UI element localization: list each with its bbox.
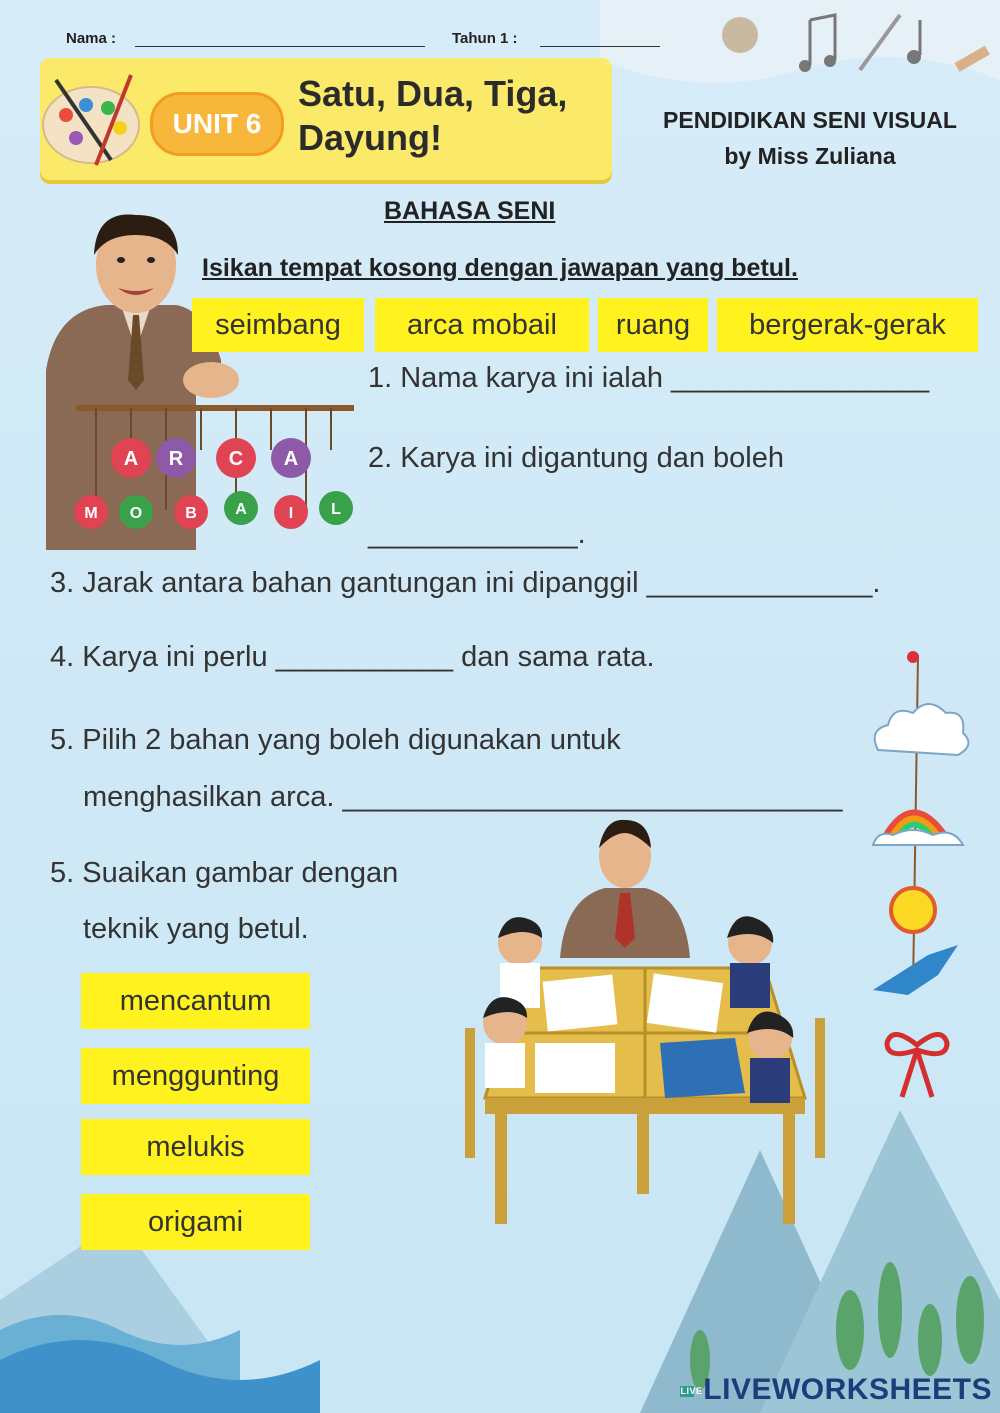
mobile-letter-bottom-6: L bbox=[331, 501, 341, 518]
mobile-letter-bottom-4: A bbox=[235, 501, 247, 518]
word-bank-bergerak-gerak[interactable]: bergerak-gerak bbox=[717, 298, 978, 352]
technique-origami[interactable]: origami bbox=[81, 1194, 310, 1250]
year-label: Tahun 1 : bbox=[452, 30, 518, 47]
instruction-text: Isikan tempat kosong dengan jawapan yang betul. bbox=[202, 254, 798, 282]
technique-melukis[interactable]: melukis bbox=[81, 1119, 310, 1175]
music-decoration-icon bbox=[600, 0, 1000, 100]
classroom-illustration bbox=[465, 818, 830, 1230]
question-4: 4. Karya ini perlu ___________ dan sama rata. bbox=[50, 641, 655, 673]
question-2-line1: 2. Karya ini digantung dan boleh bbox=[368, 442, 784, 474]
technique-mencantum[interactable]: mencantum bbox=[81, 973, 310, 1029]
hanging-mobile-decoration bbox=[868, 645, 978, 1000]
name-input-line[interactable] bbox=[135, 30, 425, 47]
year-input-line[interactable] bbox=[540, 30, 660, 47]
mobile-letter-top-4: A bbox=[283, 448, 299, 470]
mobile-letter-top-3: C bbox=[228, 448, 244, 470]
mobile-letter-top-1: A bbox=[123, 448, 139, 470]
question-2-line2: _____________. bbox=[368, 518, 586, 550]
word-bank-seimbang[interactable]: seimbang bbox=[192, 298, 364, 352]
name-label: Nama : bbox=[66, 30, 117, 47]
liveworksheets-badge: LIVE bbox=[680, 1385, 703, 1396]
question-6-line1: 5. Suaikan gambar dengan bbox=[50, 857, 399, 889]
unit-title-line1: Satu, Dua, Tiga, bbox=[298, 73, 568, 114]
mobile-letter-bottom-5: I bbox=[288, 505, 294, 522]
mobile-letter-top-2: R bbox=[168, 448, 184, 470]
unit-badge: UNIT 6 bbox=[150, 92, 284, 156]
technique-menggunting[interactable]: menggunting bbox=[81, 1048, 310, 1104]
mobile-letter-bottom-2: O bbox=[129, 505, 143, 522]
subject-title: PENDIDIKAN SENI VISUAL bbox=[663, 107, 957, 133]
mobile-letter-bottom-3: B bbox=[185, 505, 197, 522]
palette-icon bbox=[36, 70, 148, 170]
question-5-line1: 5. Pilih 2 bahan yang boleh digunakan untuk bbox=[50, 724, 621, 756]
subject-block bbox=[640, 102, 980, 174]
unit-title-line2: Dayung! bbox=[298, 117, 442, 158]
subject-author: by Miss Zuliana bbox=[724, 143, 896, 169]
ribbon-icon bbox=[882, 1025, 952, 1100]
word-bank-arca-mobail[interactable]: arca mobail bbox=[375, 298, 589, 352]
mobile-letter-bottom-1: M bbox=[84, 505, 98, 522]
word-bank-ruang[interactable]: ruang bbox=[598, 298, 708, 352]
question-5-line2: menghasilkan arca. _______________________________ bbox=[83, 781, 843, 813]
liveworksheets-text: LIVEWORKSHEETS bbox=[703, 1373, 992, 1406]
unit-title bbox=[298, 72, 598, 160]
liveworksheets-logo bbox=[680, 1373, 992, 1407]
question-1: 1. Nama karya ini ialah ________________ bbox=[368, 362, 930, 394]
question-3: 3. Jarak antara bahan gantungan ini dipanggil ______________. bbox=[50, 567, 881, 599]
section-title: BAHASA SENI bbox=[384, 197, 556, 225]
question-6-line2: teknik yang betul. bbox=[83, 913, 309, 945]
teacher-mobile-illustration bbox=[36, 210, 358, 560]
